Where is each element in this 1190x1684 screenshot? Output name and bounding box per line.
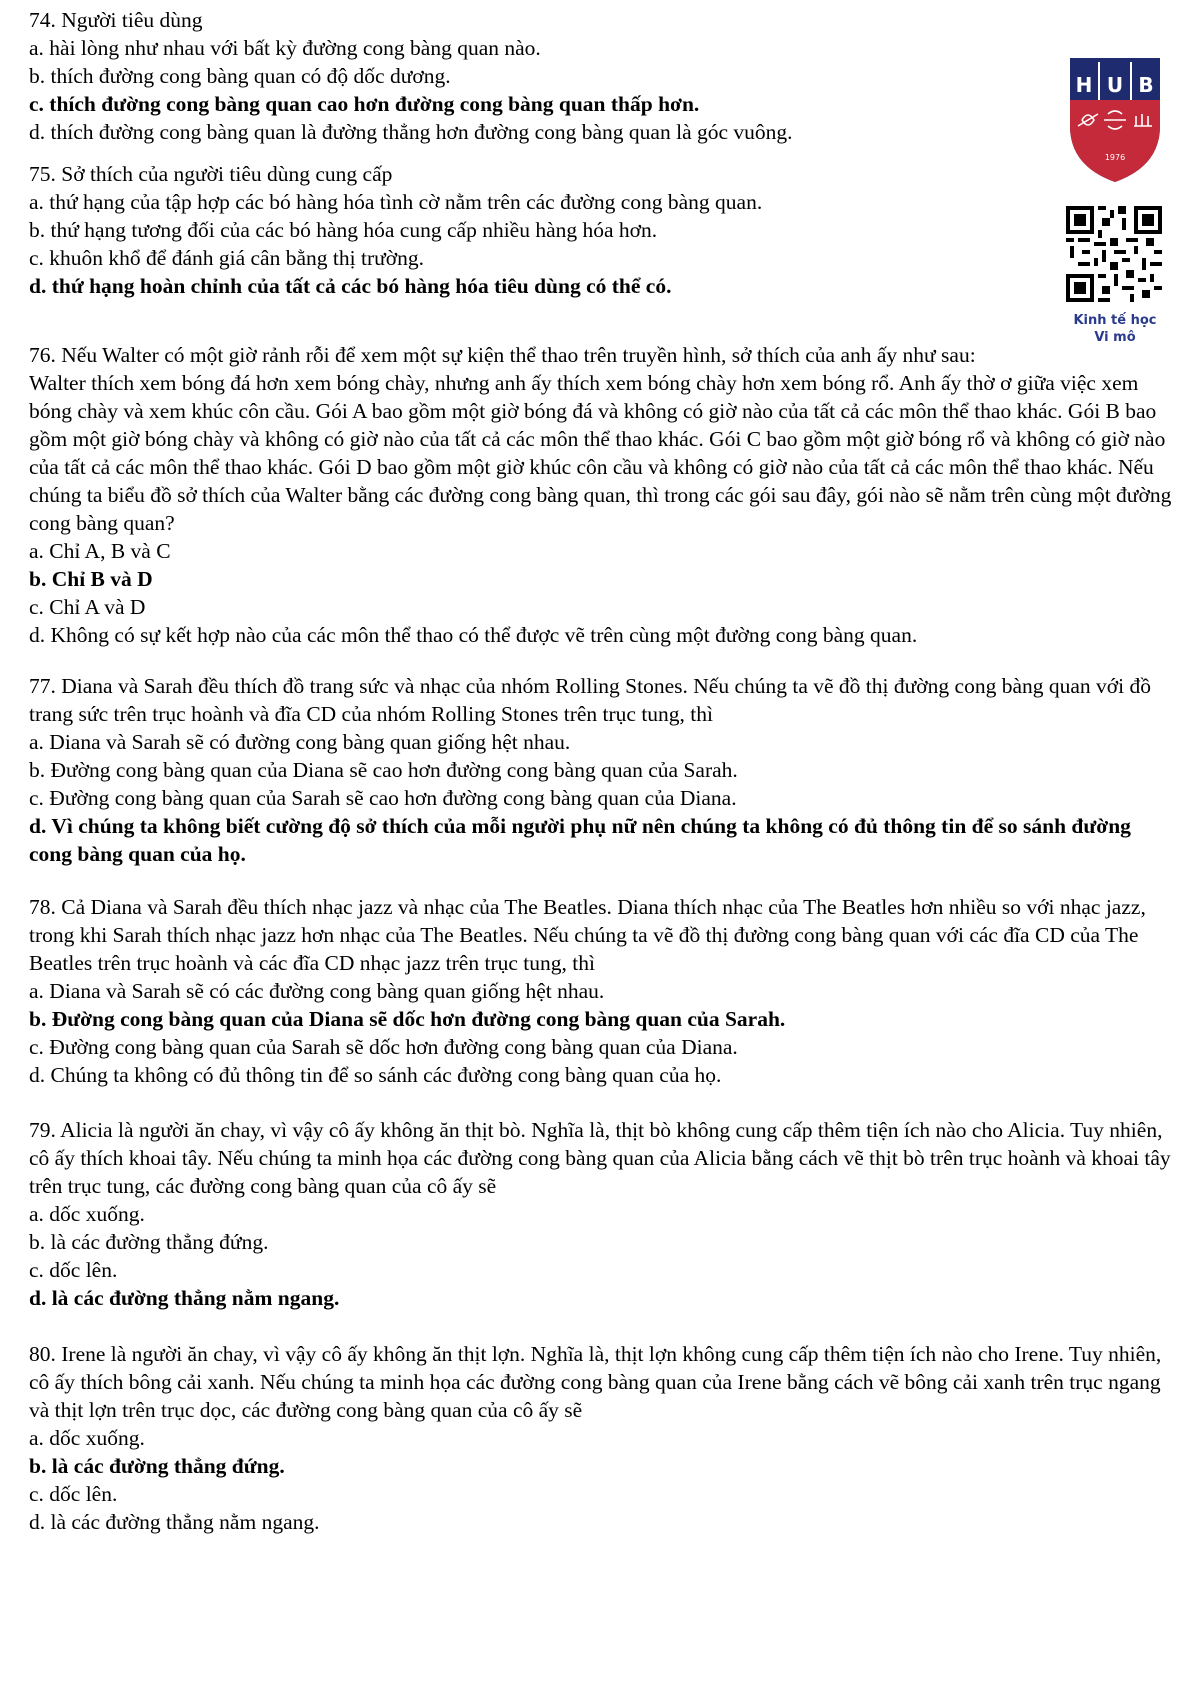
option-c: c. Chỉ A và D (29, 595, 146, 619)
qr-code-icon (1066, 206, 1162, 302)
option-b-correct: b. là các đường thẳng đứng. (29, 1454, 285, 1478)
logo-letter-b: B (1138, 73, 1154, 97)
option-d: d. Chúng ta không có đủ thông tin để so sánh các đường cong bàng quan của họ. (29, 1063, 722, 1087)
option-d: d. là các đường thẳng nằm ngang. (29, 1510, 320, 1534)
shield-icon (1068, 56, 1162, 184)
option-a: a. Diana và Sarah sẽ có các đường cong bàng quan giống hệt nhau. (29, 979, 605, 1003)
option-a: a. hài lòng như nhau với bất kỳ đường cong bàng quan nào. (29, 36, 541, 60)
question-stem: 76. Nếu Walter có một giờ rảnh rỗi để xem một sự kiện thể thao trên truyền hình, sở thích của anh ấy như sau: Walter thích xem bóng đá hơn xem bóng chày, nhưng anh ấy thích xem bóng chày hơn xem bóng rổ. Anh ấy thờ ơ giữa việc xem bóng chày và xem khúc côn cầu. Gói A bao gồm một giờ bóng đá và không có giờ nào của tất cả các môn thể thao khác. Gói B bao gồm một giờ bóng chày và không có giờ nào của tất cả các môn thể thao khác. Gói C bao gồm một giờ bóng rổ và không có giờ nào của tất cả các môn thể thao khác. Gói D bao gồm một giờ khúc côn cầu và không có giờ nào của tất cả các môn thể thao khác. Nếu chúng ta biểu đồ sở thích của Walter bằng các đường cong bàng quan, thì trong các gói sau đây, gói nào sẽ nằm trên cùng một đường cong bàng quan? (29, 341, 1179, 537)
option-b: b. là các đường thẳng đứng. (29, 1230, 269, 1254)
question-78 (29, 893, 1179, 1089)
option-c: c. khuôn khổ để đánh giá cân bằng thị trường. (29, 246, 424, 270)
question-stem: 75. Sở thích của người tiêu dùng cung cấp (29, 162, 393, 186)
option-b-correct: b. Đường cong bàng quan của Diana sẽ dốc hơn đường cong bàng quan của Sarah. (29, 1007, 786, 1031)
question-77 (29, 672, 1179, 868)
option-a: a. Chỉ A, B và C (29, 539, 171, 563)
option-c: c. dốc lên. (29, 1482, 118, 1506)
option-a: a. dốc xuống. (29, 1202, 145, 1226)
question-stem: 79. Alicia là người ăn chay, vì vậy cô ấy không ăn thịt bò. Nghĩa là, thịt bò không cung cấp thêm tiện ích nào cho Alicia. Tuy nhiên, cô ấy thích khoai tây. Nếu chúng ta minh họa các đường cong bàng quan của Alicia bằng cách vẽ thịt bò trên trục hoành và khoai tây trên trục tung, các đường cong bàng quan của cô ấy sẽ (29, 1118, 1171, 1198)
option-a: a. thứ hạng của tập hợp các bó hàng hóa tình cờ nằm trên các đường cong bàng quan. (29, 190, 763, 214)
option-b: b. Đường cong bàng quan của Diana sẽ cao hơn đường cong bàng quan của Sarah. (29, 758, 738, 782)
subject-label (1060, 312, 1170, 346)
question-74 (29, 6, 1179, 146)
logo-letter-u: U (1106, 73, 1124, 97)
option-c: c. Đường cong bàng quan của Sarah sẽ cao hơn đường cong bàng quan của Diana. (29, 786, 737, 810)
question-stem: 78. Cả Diana và Sarah đều thích nhạc jazz và nhạc của The Beatles. Diana thích nhạc của The Beatles hơn nhiều so với nhạc jazz, trong khi Sarah thích nhạc jazz hơn nhạc của The Beatles. Nếu chúng ta vẽ đồ thị đường cong bàng quan với các đĩa CD của The Beatles trên trục hoành và các đĩa CD nhạc jazz trên trục tung, thì (29, 895, 1146, 975)
option-b: b. thứ hạng tương đối của các bó hàng hóa cung cấp nhiều hàng hóa hơn. (29, 218, 658, 242)
question-75 (29, 160, 1179, 300)
logo-year: 1976 (1104, 153, 1126, 162)
option-d: d. Không có sự kết hợp nào của các môn thể thao có thể được vẽ trên cùng một đường cong bàng quan. (29, 623, 918, 647)
option-d-correct: d. Vì chúng ta không biết cường độ sở thích của mỗi người phụ nữ nên chúng ta không có đủ thông tin để so sánh đường cong bàng quan của họ. (29, 814, 1131, 866)
question-76 (29, 341, 1179, 649)
option-d-correct: d. là các đường thẳng nằm ngang. (29, 1286, 340, 1310)
option-a: a. Diana và Sarah sẽ có đường cong bàng quan giống hệt nhau. (29, 730, 571, 754)
subject-line-2: Vi mô (1094, 330, 1136, 345)
question-79 (29, 1116, 1179, 1312)
option-c: c. dốc lên. (29, 1258, 118, 1282)
option-c: c. Đường cong bàng quan của Sarah sẽ dốc hơn đường cong bàng quan của Diana. (29, 1035, 738, 1059)
option-b: b. thích đường cong bàng quan có độ dốc dương. (29, 64, 451, 88)
question-stem: 77. Diana và Sarah đều thích đồ trang sức và nhạc của nhóm Rolling Stones. Nếu chúng ta vẽ đồ thị đường cong bàng quan với đồ trang sức trên trục hoành và đĩa CD của nhóm Rolling Stones trên trục tung, thì (29, 674, 1151, 726)
logo-letter-h: H (1075, 73, 1093, 97)
question-80 (29, 1340, 1179, 1536)
option-a: a. dốc xuống. (29, 1426, 145, 1450)
option-d-correct: d. thứ hạng hoàn chỉnh của tất cả các bó hàng hóa tiêu dùng có thể có. (29, 274, 672, 298)
option-d: d. thích đường cong bàng quan là đường thẳng hơn đường cong bàng quan là góc vuông. (29, 120, 793, 144)
option-c-correct: c. thích đường cong bàng quan cao hơn đường cong bàng quan thấp hơn. (29, 92, 700, 116)
option-b-correct: b. Chỉ B và D (29, 567, 153, 591)
subject-line-1: Kinh tế học (1073, 313, 1157, 328)
question-stem: 80. Irene là người ăn chay, vì vậy cô ấy không ăn thịt lợn. Nghĩa là, thịt lợn không cung cấp thêm tiện ích nào cho Irene. Tuy nhiên, cô ấy thích bông cải xanh. Nếu chúng ta minh họa các đường cong bàng quan của Irene bằng cách vẽ bông cải xanh trên trục ngang và thịt lợn trên trục dọc, các đường cong bàng quan của cô ấy sẽ (29, 1342, 1162, 1422)
question-stem: 74. Người tiêu dùng (29, 8, 203, 32)
